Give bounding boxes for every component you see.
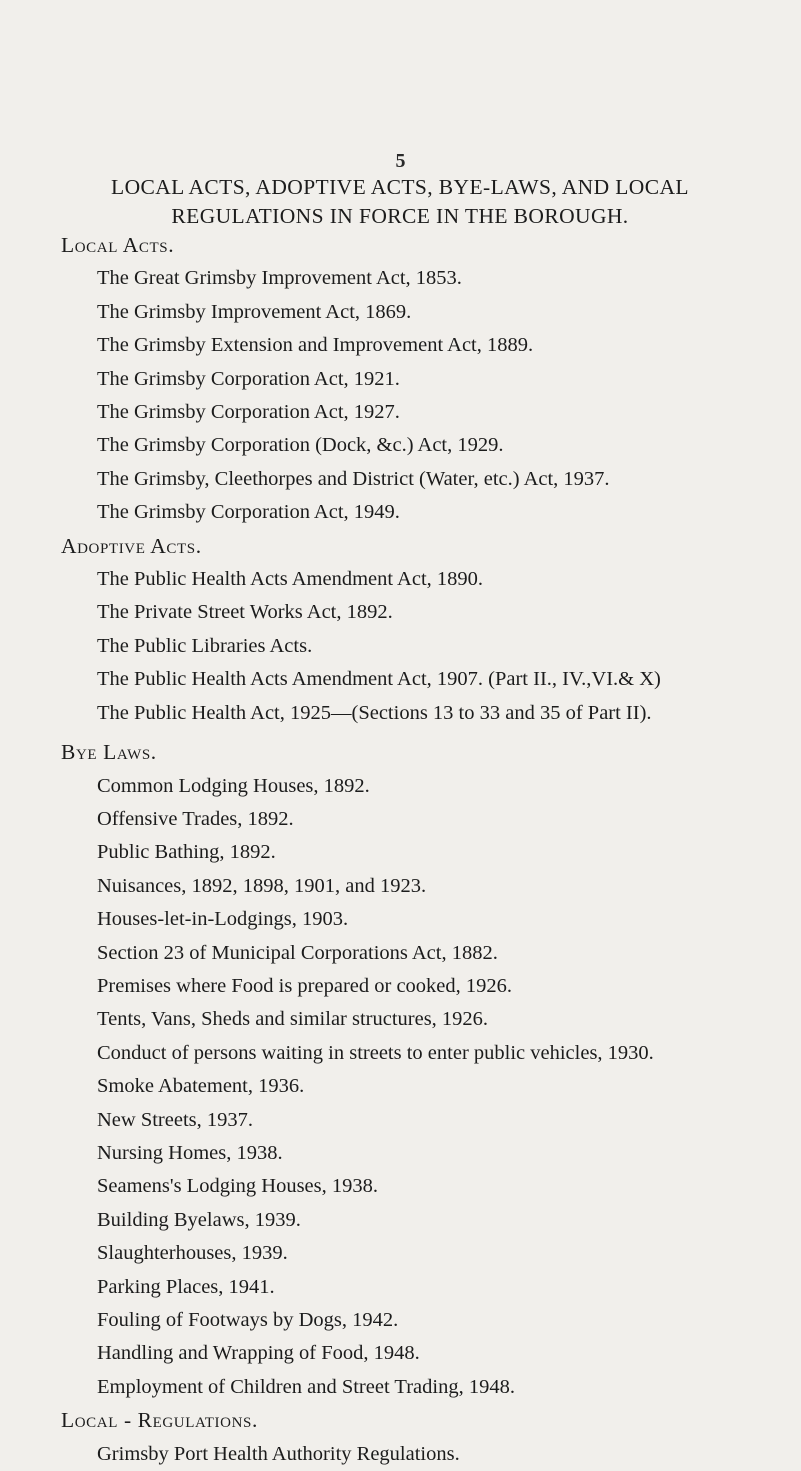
section-heading: Bye Laws. (61, 740, 157, 765)
section-heading: Adoptive Acts. (61, 533, 202, 558)
list (61, 262, 791, 529)
list-item: Seamens's Lodging Houses, 1938. (97, 1175, 378, 1198)
list-item: The Public Health Acts Amendment Act, 1890. (97, 568, 484, 591)
list-item: The Public Health Acts Amendment Act, 1907. (Part II., IV.,VI.& X) (97, 668, 661, 691)
list-item: The Grimsby Corporation Act, 1927. (97, 401, 400, 424)
list-item: Nursing Homes, 1938. (97, 1141, 283, 1164)
page-number: 5 (395, 150, 406, 172)
list-item: Public Bathing, 1892. (97, 841, 276, 864)
title-line-2: REGULATIONS IN FORCE IN THE BOROUGH. (171, 204, 629, 228)
list-item: The Grimsby Extension and Improvement Act, 1889. (97, 334, 534, 357)
list-item: Nuisances, 1892, 1898, 1901, and 1923. (97, 874, 427, 897)
list-item: Employment of Children and Street Trading, 1948. (97, 1375, 515, 1398)
list-item: Fouling of Footways by Dogs, 1942. (97, 1309, 399, 1331)
section-heading: Local Acts. (61, 233, 175, 257)
section-adoptive-acts (61, 530, 791, 730)
list (61, 1438, 791, 1471)
list-item: Parking Places, 1941. (97, 1275, 275, 1298)
list-item: The Private Street Works Act, 1892. (97, 601, 393, 624)
list-item: The Grimsby Corporation Act, 1921. (97, 367, 400, 390)
list (61, 563, 791, 730)
list-item: Building Byelaws, 1939. (97, 1208, 301, 1231)
list-item: Handling and Wrapping of Food, 1948. (97, 1342, 420, 1365)
list-item: The Grimsby, Cleethorpes and District (Water, etc.) Act, 1937. (97, 467, 610, 490)
list-item: Houses-let-in-Lodgings, 1903. (97, 908, 349, 931)
list-item: The Public Libraries Acts. (97, 634, 313, 657)
list-item: Common Lodging Houses, 1892. (97, 774, 370, 797)
list-item: The Public Health Act, 1925—(Sections 13 to 33 and 35 of Part II). (97, 701, 652, 724)
list-item: Smoke Abatement, 1936. (97, 1075, 305, 1098)
list-item: Slaughterhouses, 1939. (97, 1242, 288, 1265)
list-item: Premises where Food is prepared or cooked, 1926. (97, 974, 513, 997)
list-item: Conduct of persons waiting in streets to enter public vehicles, 1930. (97, 1041, 654, 1064)
title-line-1: LOCAL ACTS, ADOPTIVE ACTS, BYE-LAWS, AND LOCAL (111, 175, 689, 199)
section-bye-laws (61, 736, 791, 1404)
list-item: The Grimsby Corporation Act, 1949. (97, 501, 400, 524)
section-local-regulations (61, 1404, 791, 1471)
list-item: Grimsby Port Health Authority Regulations. (97, 1442, 460, 1465)
section-local-acts (61, 229, 791, 530)
list-item: Tents, Vans, Sheds and similar structures, 1926. (97, 1008, 489, 1031)
list-item: The Grimsby Corporation (Dock, &c.) Act, 1929. (97, 434, 504, 457)
section-heading: Local - Regulations. (61, 1408, 258, 1433)
page-title (60, 173, 740, 231)
list-item: Section 23 of Municipal Corporations Act, 1882. (97, 941, 498, 964)
list-item: Offensive Trades, 1892. (97, 807, 294, 830)
list-item: The Grimsby Improvement Act, 1869. (97, 300, 412, 323)
list (61, 770, 791, 1405)
list-item: The Great Grimsby Improvement Act, 1853. (97, 267, 462, 290)
document-body (61, 229, 791, 1471)
list-item: New Streets, 1937. (97, 1108, 254, 1131)
